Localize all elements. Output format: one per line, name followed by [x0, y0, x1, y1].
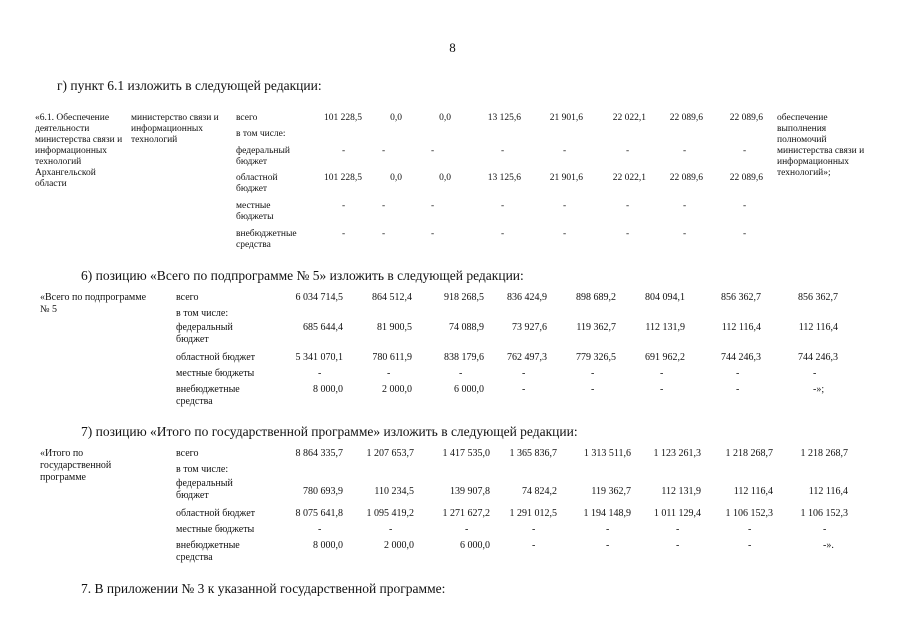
table-cell: -: [563, 229, 567, 239]
table-cell: 1 106 152,3: [800, 508, 848, 519]
table-cell: 112 131,9: [645, 322, 685, 333]
table-cell: 22 089,6: [729, 173, 763, 183]
table-cell: -: [387, 368, 391, 379]
table-cell: 74 824,2: [522, 486, 557, 497]
table-cell: -: [591, 368, 595, 379]
row-label: областной бюджет: [236, 173, 278, 194]
table-cell: -: [743, 201, 747, 211]
table-cell: -: [676, 540, 680, 551]
table-cell: 1 011 129,4: [653, 508, 701, 519]
section-6-heading: 6) позицию «Всего по подпрограмме № 5» изложить в следующей редакции:: [81, 268, 524, 283]
table-cell: -: [626, 146, 630, 156]
table-cell: 110 234,5: [374, 486, 414, 497]
table-cell: 856 362,7: [721, 292, 761, 303]
table-cell: -: [626, 201, 630, 211]
table-cell: -: [606, 540, 610, 551]
table-cell: 6 034 714,5: [295, 292, 343, 303]
table-cell: -: [501, 146, 505, 156]
table-cell: 22 089,6: [669, 173, 703, 183]
table-cell: 838 179,6: [444, 352, 484, 363]
table-cell: 22 089,6: [729, 113, 763, 123]
table-cell: -: [501, 229, 505, 239]
table-cell: 22 089,6: [669, 113, 703, 123]
row-label: федеральный бюджет: [236, 146, 290, 167]
table-cell: -: [743, 146, 747, 156]
table-cell: -: [431, 201, 435, 211]
table-cell: -: [591, 384, 595, 395]
table-cell: 685 644,4: [303, 322, 343, 333]
table-cell: 8 000,0: [313, 384, 343, 395]
table-cell: -»;: [813, 384, 825, 395]
table-cell: -: [563, 146, 567, 156]
section-g-item-name: «6.1. Обеспечение деятельности министерства связи и информационных технологий Архангельской области: [35, 113, 123, 189]
table-cell: -: [532, 540, 536, 551]
table-cell: -: [382, 201, 386, 211]
table-cell: -: [748, 540, 752, 551]
row-label: внебюджетные средства: [176, 384, 240, 407]
table-cell: -: [459, 368, 463, 379]
table-cell: 744 246,3: [798, 352, 838, 363]
table-cell: 762 497,3: [507, 352, 547, 363]
table-cell: 22 022,1: [612, 113, 646, 123]
table-cell: 744 246,3: [721, 352, 761, 363]
table-cell: -: [318, 524, 322, 535]
page-number: 8: [449, 40, 456, 55]
table-cell: 691 962,2: [645, 352, 685, 363]
row-label: внебюджетные средства: [236, 229, 297, 250]
row-label: всего: [176, 448, 199, 459]
table-cell: -: [342, 201, 346, 211]
section-g-executor: министерство связи и информационных технологий: [131, 113, 219, 145]
table-cell: 5 341 070,1: [295, 352, 343, 363]
table-cell: 1 106 152,3: [725, 508, 773, 519]
table-cell: 73 927,6: [512, 322, 547, 333]
table-cell: 2 000,0: [382, 384, 412, 395]
table-cell: 112 131,9: [661, 486, 701, 497]
table-cell: 74 088,9: [449, 322, 484, 333]
table-cell: -: [660, 368, 664, 379]
table-cell: 1 291 012,5: [509, 508, 557, 519]
row-label: всего: [236, 113, 258, 123]
row-label: в том числе:: [176, 464, 229, 475]
table-cell: 112 116,4: [808, 486, 848, 497]
table-cell: 1 313 511,6: [583, 448, 631, 459]
table-cell: 0,0: [390, 173, 402, 183]
table-cell: 918 268,5: [444, 292, 484, 303]
table-cell: 112 116,4: [733, 486, 773, 497]
table-cell: 780 611,9: [372, 352, 412, 363]
table-cell: -: [660, 384, 664, 395]
row-label: в том числе:: [176, 308, 229, 319]
section-7-heading: 7) позицию «Итого по государственной программе» изложить в следующей редакции:: [81, 424, 578, 439]
table-cell: 1 417 535,0: [442, 448, 490, 459]
table-cell: -: [736, 368, 740, 379]
section-7-item-name: «Итого по государственной программе: [40, 448, 112, 483]
table-cell: 2 000,0: [384, 540, 414, 551]
table-cell: -: [606, 524, 610, 535]
table-cell: 21 901,6: [549, 173, 583, 183]
table-cell: -: [626, 229, 630, 239]
table-cell: 1 218 268,7: [800, 448, 848, 459]
table-cell: 898 689,2: [576, 292, 616, 303]
row-label: федеральный бюджет: [176, 478, 233, 501]
table-cell: 0,0: [439, 173, 451, 183]
table-cell: -: [465, 524, 469, 535]
table-cell: 8 075 641,8: [295, 508, 343, 519]
table-cell: -: [823, 524, 827, 535]
table-cell: -: [743, 229, 747, 239]
table-cell: 81 900,5: [377, 322, 412, 333]
table-cell: -: [389, 524, 393, 535]
table-cell: -: [431, 229, 435, 239]
table-cell: 22 022,1: [612, 173, 646, 183]
row-label: всего: [176, 292, 199, 303]
table-cell: 101 228,5: [324, 173, 362, 183]
table-cell: 13 125,6: [487, 173, 521, 183]
table-cell: -: [522, 384, 526, 395]
table-cell: 1 207 653,7: [366, 448, 414, 459]
table-cell: 112 116,4: [721, 322, 761, 333]
table-cell: 779 326,5: [576, 352, 616, 363]
table-cell: 1 271 627,2: [442, 508, 490, 519]
table-cell: -: [501, 201, 505, 211]
table-cell: 0,0: [439, 113, 451, 123]
table-cell: 119 362,7: [576, 322, 616, 333]
table-cell: -: [431, 146, 435, 156]
row-label: в том числе:: [236, 129, 286, 139]
table-cell: 1 123 261,3: [653, 448, 701, 459]
table-cell: -: [748, 524, 752, 535]
table-cell: -: [813, 368, 817, 379]
table-cell: 139 907,8: [450, 486, 490, 497]
table-cell: -: [532, 524, 536, 535]
table-cell: -: [736, 384, 740, 395]
final-heading: 7. В приложении № 3 к указанной государственной программе:: [81, 581, 446, 596]
table-cell: -: [382, 146, 386, 156]
table-cell: 804 094,1: [645, 292, 685, 303]
table-cell: 780 693,9: [303, 486, 343, 497]
table-cell: 1 095 419,2: [366, 508, 414, 519]
table-cell: 836 424,9: [507, 292, 547, 303]
section-g-result: обеспечение выполнения полномочий министерства связи и информационных технологий»;: [777, 113, 865, 178]
row-label: местные бюджеты: [176, 524, 255, 535]
table-cell: 8 000,0: [313, 540, 343, 551]
row-label: внебюджетные средства: [176, 540, 240, 563]
table-cell: -: [563, 201, 567, 211]
table-cell: 6 000,0: [460, 540, 490, 551]
table-cell: -: [342, 229, 346, 239]
table-cell: 119 362,7: [591, 486, 631, 497]
section-g-heading: г) пункт 6.1 изложить в следующей редакции:: [57, 78, 322, 93]
table-cell: -: [683, 201, 687, 211]
table-cell: 6 000,0: [454, 384, 484, 395]
table-cell: 856 362,7: [798, 292, 838, 303]
table-cell: 13 125,6: [487, 113, 521, 123]
row-label: местные бюджеты: [236, 201, 274, 222]
table-cell: 0,0: [390, 113, 402, 123]
table-cell: 8 864 335,7: [295, 448, 343, 459]
table-cell: -: [683, 229, 687, 239]
table-cell: -: [683, 146, 687, 156]
table-cell: -: [522, 368, 526, 379]
table-cell: 1 194 148,9: [583, 508, 631, 519]
table-cell: -: [342, 146, 346, 156]
table-cell: -: [676, 524, 680, 535]
table-cell: -: [382, 229, 386, 239]
table-cell: 112 116,4: [798, 322, 838, 333]
section-6-item-name: «Всего по подпрограмме № 5: [40, 292, 147, 315]
table-cell: 101 228,5: [324, 113, 362, 123]
table-cell: 21 901,6: [549, 113, 583, 123]
row-label: федеральный бюджет: [176, 322, 233, 345]
table-cell: -: [318, 368, 322, 379]
table-cell: 1 365 836,7: [509, 448, 557, 459]
table-cell: -».: [823, 540, 834, 551]
row-label: областной бюджет: [176, 352, 256, 363]
row-label: местные бюджеты: [176, 368, 255, 379]
table-cell: 1 218 268,7: [725, 448, 773, 459]
row-label: областной бюджет: [176, 508, 256, 519]
table-cell: 864 512,4: [372, 292, 412, 303]
